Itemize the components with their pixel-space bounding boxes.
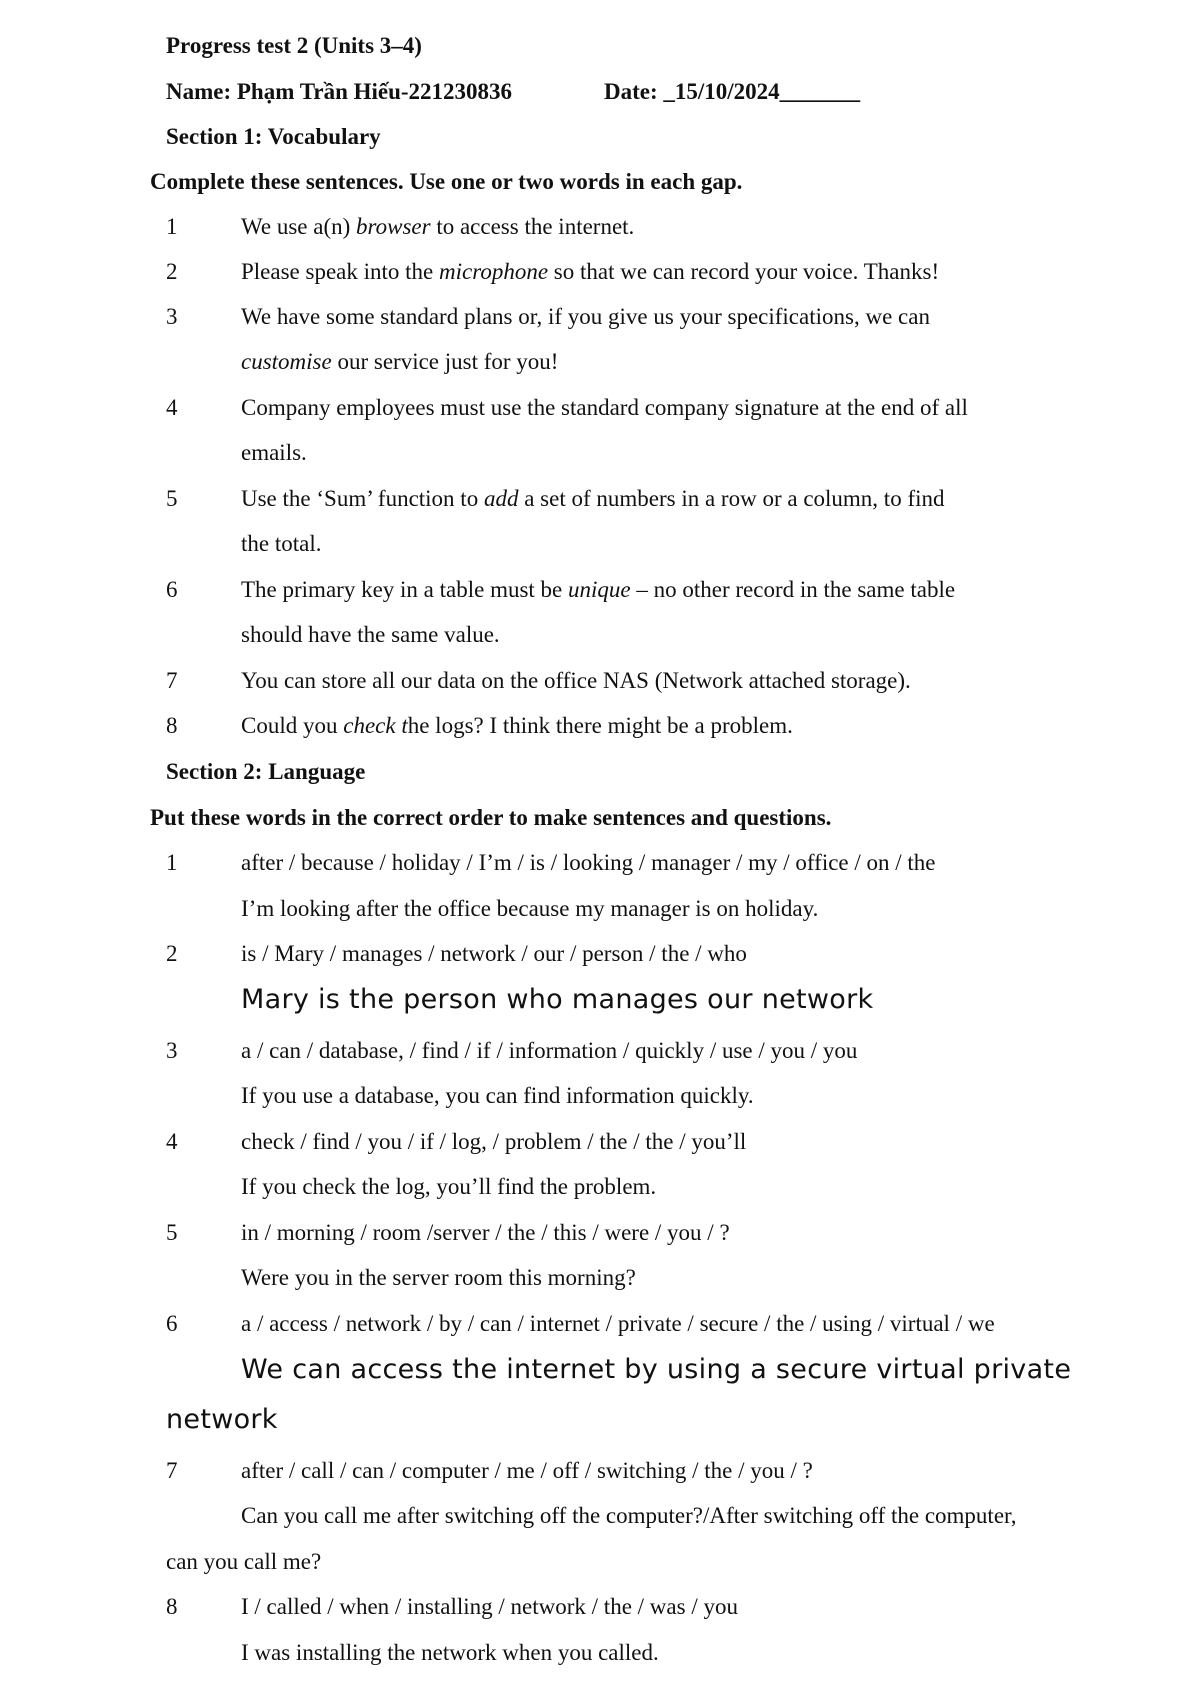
student-name: Name: Phạm Trần Hiếu-221230836 <box>166 79 513 104</box>
s1-item-text: We use a(n) browser to access the internet. <box>241 214 635 239</box>
s1-item-number: 7 <box>166 668 178 693</box>
s1-item-number: 3 <box>166 304 178 329</box>
s2-answer: If you use a database, you can find information quickly. <box>241 1083 754 1108</box>
s2-answer: We can access the internet by using a secure virtual private <box>241 1354 1072 1385</box>
s2-item-number: 5 <box>166 1220 178 1245</box>
answer: microphone <box>439 259 549 284</box>
section1-instruction: Complete these sentences. Use one or two words in each gap. <box>150 169 743 194</box>
s2-item-number: 2 <box>166 941 178 966</box>
s2-answer: Were you in the server room this morning? <box>241 1265 636 1290</box>
s2-item-number: 4 <box>166 1129 178 1154</box>
s2-answer-cont: network <box>166 1404 278 1435</box>
s1-item-number: 4 <box>166 395 178 420</box>
s2-question: after / because / holiday / I’m / is / looking / manager / my / office / on / the <box>241 850 936 875</box>
s1-item-text: The primary key in a table must be unique – no other record in the same table <box>241 577 956 602</box>
answer: check t <box>343 713 408 738</box>
s2-answer-cont: can you call me? <box>166 1549 322 1574</box>
section2-heading: Section 2: Language <box>166 759 366 784</box>
s1-item-text: Could you check the logs? I think there might be a problem. <box>241 713 793 738</box>
s1-item-text: You can store all our data on the office NAS (Network attached storage). <box>241 668 911 693</box>
s2-item-number: 3 <box>166 1038 178 1063</box>
s1-item-number: 5 <box>166 486 178 511</box>
s2-item-number: 1 <box>166 850 178 875</box>
s2-answer: If you check the log, you’ll find the problem. <box>241 1174 657 1199</box>
s1-item-number: 8 <box>166 713 178 738</box>
s1-item-text-cont: should have the same value. <box>241 622 500 647</box>
s2-answer: I’m looking after the office because my manager is on holiday. <box>241 896 819 921</box>
s2-item-number: 8 <box>166 1594 178 1619</box>
answer: unique <box>568 577 631 602</box>
answer: browser <box>356 214 431 239</box>
s2-answer: Can you call me after switching off the computer?/After switching off the computer, <box>241 1503 1017 1528</box>
s2-item-number: 7 <box>166 1458 178 1483</box>
s2-question: a / access / network / by / can / internet / private / secure / the / using / virtual / we <box>241 1311 995 1336</box>
section1-heading: Section 1: Vocabulary <box>166 124 381 149</box>
s1-item-text: Please speak into the microphone so that we can record your voice. Thanks! <box>241 259 940 284</box>
s1-item-number: 1 <box>166 214 178 239</box>
s1-item-text: Company employees must use the standard company signature at the end of all <box>241 395 968 420</box>
test-date: Date: _15/10/2024_______ <box>604 79 861 104</box>
answer: add <box>483 486 519 511</box>
answer: customise <box>241 349 332 374</box>
s2-question: I / called / when / installing / network / the / was / you <box>241 1594 738 1619</box>
s2-answer: Mary is the person who manages our network <box>241 984 874 1015</box>
s2-item-number: 6 <box>166 1311 178 1336</box>
s1-item-text: We have some standard plans or, if you give us your specifications, we can <box>241 304 930 329</box>
s2-question: is / Mary / manages / network / our / person / the / who <box>241 941 747 966</box>
s2-question: in / morning / room /server / the / this / were / you / ? <box>241 1220 730 1245</box>
section2-instruction: Put these words in the correct order to make sentences and questions. <box>150 805 832 830</box>
s1-item-text-cont: emails. <box>241 440 307 465</box>
page-title: Progress test 2 (Units 3–4) <box>166 33 422 58</box>
s1-item-text: Use the ‘Sum’ function to add a set of numbers in a row or a column, to find <box>241 486 945 511</box>
s1-item-text-cont: customise our service just for you! <box>241 349 559 374</box>
s1-item-number: 6 <box>166 577 178 602</box>
s2-question: a / can / database, / find / if / information / quickly / use / you / you <box>241 1038 858 1063</box>
s1-item-text-cont: the total. <box>241 531 322 556</box>
s2-answer: I was installing the network when you called. <box>241 1640 659 1665</box>
s2-question: after / call / can / computer / me / off / switching / the / you / ? <box>241 1458 813 1483</box>
s1-item-number: 2 <box>166 259 178 284</box>
s2-question: check / find / you / if / log, / problem / the / the / you’ll <box>241 1129 747 1154</box>
